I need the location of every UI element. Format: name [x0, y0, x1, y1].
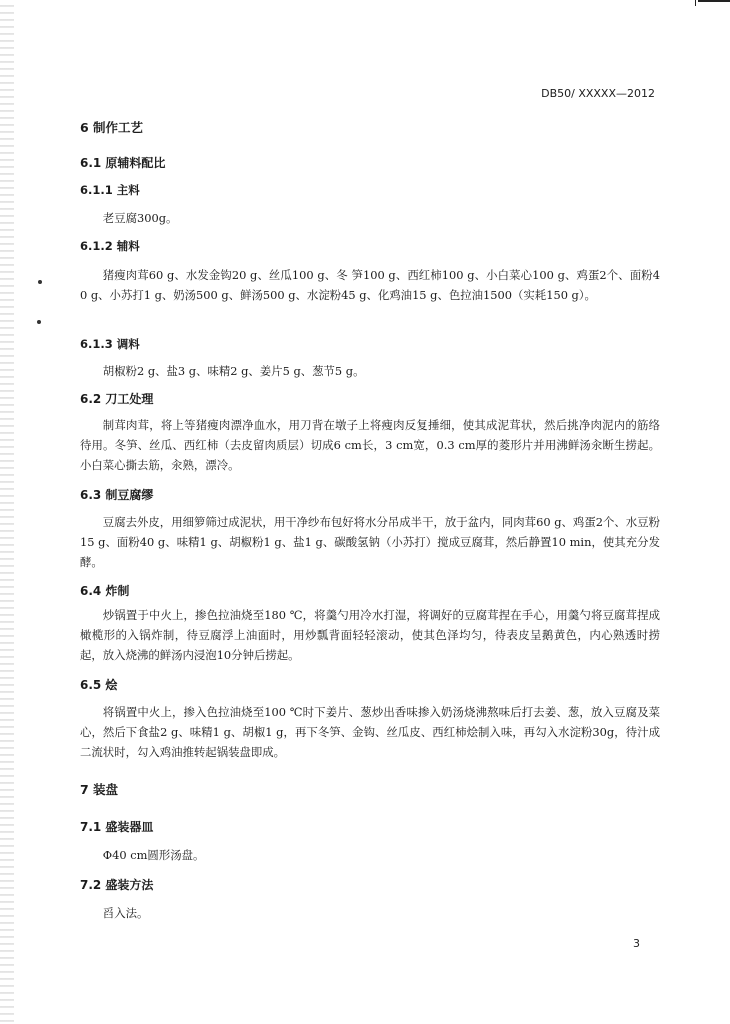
paragraph-plating-method: 舀入法。: [102, 906, 149, 920]
section-heading-6-1-1: 6.1.1 主料: [80, 183, 140, 197]
section-heading-7: 7 装盘: [80, 782, 119, 797]
section-heading-7-2: 7.2 盛装方法: [80, 878, 154, 892]
paragraph-auxiliary-ingredients: 猪瘦肉茸60 g、水发金钩20 g、丝瓜100 g、冬 笋100 g、西红柿100 g、小白菜心100 g、鸡蛋2个、面粉40 g、小苏打1 g、奶汤500 g、鲜汤500 g、水淀粉45 g、化鸡油15 g、色拉油1500（实耗150 g）。: [80, 268, 660, 302]
section-heading-6-4: 6.4 炸制: [80, 584, 130, 598]
paragraph-main-ingredient: 老豆腐300g。: [102, 211, 178, 225]
paragraph-serving-vessel: Φ40 cm圆形汤盘。: [102, 848, 205, 862]
document-code: DB50/ XXXXX—2012: [541, 87, 655, 100]
scan-speck: [37, 320, 41, 324]
section-heading-6-1: 6.1 原辅料配比: [80, 156, 166, 170]
section-heading-6-5: 6.5 烩: [80, 678, 118, 692]
paragraph-frying: 炒锅置于中火上，掺色拉油烧至180 ℃，将羹勺用冷水打湿，将调好的豆腐茸捏在手心，用羹勺将豆腐茸捏成橄榄形的入锅炸制，待豆腐浮上油面时，用炒瓢背面轻轻滚动，使其色泽均匀，待表皮呈鹅黄色，内心熟透时捞起，放入烧沸的鲜汤内浸泡10分钟后捞起。: [80, 608, 660, 662]
paragraph-tofu-paste: 豆腐去外皮，用细箩筛过成泥状，用干净纱布包好将水分吊成半干，放于盆内，同肉茸60 g、鸡蛋2个、水豆粉15 g、面粉40 g、味精1 g、胡椒粉1 g、盐1 g、碳酸氢钠（小苏打）搅成豆腐茸，然后静置10 min，使其充分发酵。: [80, 515, 660, 569]
paragraph-seasonings: 胡椒粉2 g、盐3 g、味精2 g、姜片5 g、葱节5 g。: [102, 364, 365, 378]
section-heading-6-3: 6.3 制豆腐缪: [80, 488, 154, 502]
section-heading-6: 6 制作工艺: [80, 120, 144, 135]
section-heading-6-1-2: 6.1.2 辅料: [80, 239, 140, 253]
scan-edge-artifact: [0, 0, 14, 1024]
crop-mark-tick: [695, 0, 696, 6]
scan-speck: [38, 280, 42, 284]
section-heading-7-1: 7.1 盛装器皿: [80, 820, 154, 834]
page-number: 3: [633, 937, 640, 950]
section-heading-6-1-3: 6.1.3 调料: [80, 337, 140, 351]
paragraph-braising: 将锅置中火上，掺入色拉油烧至100 ℃时下姜片、葱炒出香味掺入奶汤烧沸熬味后打去姜、葱，放入豆腐及菜心，然后下食盐2 g、味精1 g、胡椒1 g，再下冬笋、金钩、丝瓜皮、西红柿烩制入味，再勾入水淀粉30g，待汁成二流状时，勾入鸡油推转起锅装盘即成。: [80, 705, 660, 759]
paragraph-knife-work: 制茸肉茸，将上等猪瘦肉漂净血水，用刀背在墩子上将瘦肉反复捶细，使其成泥茸状，然后挑净肉泥内的筋络待用。冬笋、丝瓜、西红柿（去皮留肉质层）切成6 cm长，3 cm宽，0.3 cm厚的菱形片并用沸鲜汤汆断生捞起。小白菜心撕去筋，汆熟，漂冷。: [80, 418, 660, 472]
crop-mark: [698, 0, 730, 2]
section-heading-6-2: 6.2 刀工处理: [80, 392, 154, 406]
